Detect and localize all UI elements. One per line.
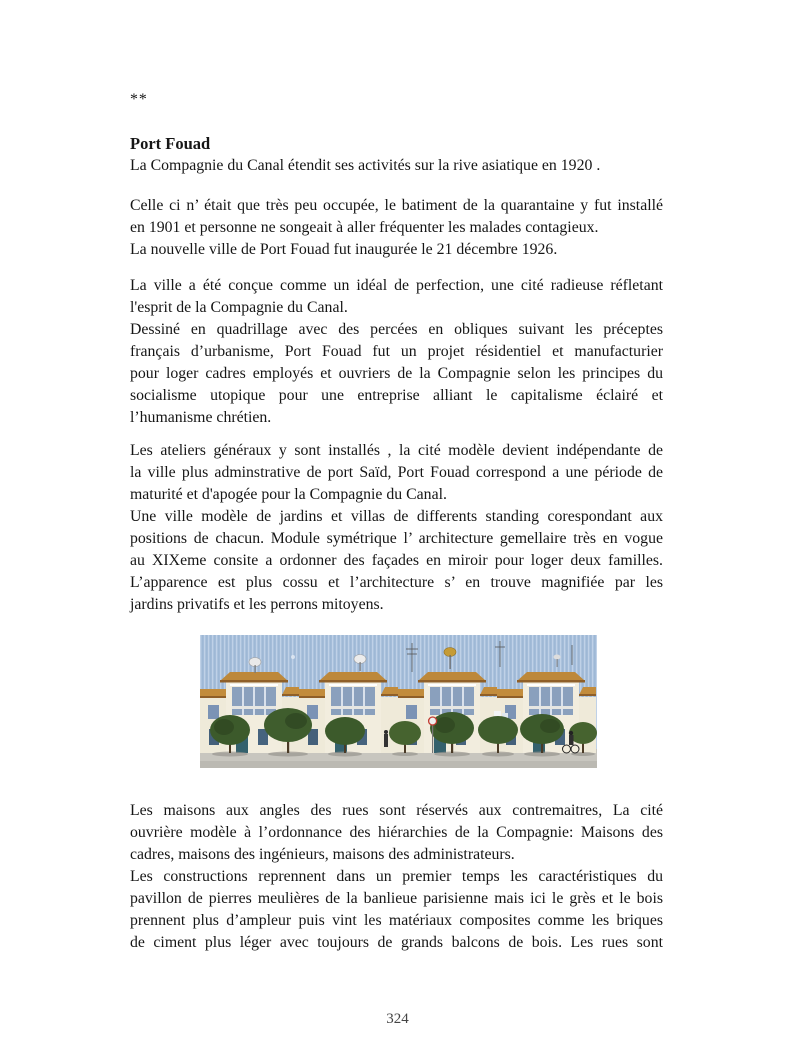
text-line: ouvrière modèle à l’ordonnance des hiérarchies de la Compagnie: Maisons des <box>130 824 663 841</box>
paragraph-cite-radieuse <box>130 275 663 429</box>
houses-photo <box>200 635 597 768</box>
text-line: La nouvelle ville de Port Fouad fut inaugurée le 21 décembre 1926. <box>130 241 558 258</box>
houses-photo-illustration <box>200 635 597 768</box>
text-line: positions de chacun. Module symétrique l’ architecture gemellaire très en vogue <box>130 530 663 547</box>
text-line: La Compagnie du Canal étendit ses activités sur la rive asiatique en 1920 . <box>130 157 601 174</box>
text-line: socialisme utopique pour une entreprise alliant le capitalisme éclairé et <box>130 387 663 404</box>
text-line: français d’urbanisme, Port Fouad fut un projet résidentiel et manufacturier <box>130 343 663 360</box>
text-line: pavillon de pierres meulières de la banlieue parisienne mais ici le grès et le bois <box>130 890 663 907</box>
paragraph-hierarchies <box>130 800 663 954</box>
section-heading: Port Fouad <box>130 134 211 153</box>
paragraph-ateliers <box>130 440 663 616</box>
text-line: maturité et d'apogée pour la Compagnie du Canal. <box>130 486 447 503</box>
text-line: prennent plus d’ampleur puis vint les matériaux composites comme les briques <box>130 912 663 929</box>
text-line: pour loger cadres employés et ouvriers de la Compagnie selon les principes du <box>130 365 663 382</box>
text-line: l'esprit de la Compagnie du Canal. <box>130 299 348 316</box>
text-line: L’apparence est plus cossu et l’architecture s’ en trouve magnifiée par les <box>130 574 663 591</box>
text-line: jardins privatifs et les perrons mitoyens. <box>130 596 384 613</box>
text-line: Celle ci n’ était que très peu occupée, le batiment de la quarantaine y fut installé <box>130 197 663 214</box>
text-line: cadres, maisons des ingénieurs, maisons des administrateurs. <box>130 846 515 863</box>
text-line: Dessiné en quadrillage avec des percées en obliques suivant les préceptes <box>130 321 663 338</box>
text-line: La ville a été conçue comme un idéal de perfection, une cité radieuse réfletant <box>130 277 663 294</box>
text-line: Les ateliers généraux y sont installés , la cité modèle devient indépendante de <box>130 442 663 459</box>
paragraph-quarantine <box>130 195 663 261</box>
text-line: Les maisons aux angles des rues sont réservés aux contremaitres, La cité <box>130 802 663 819</box>
text-line: Une ville modèle de jardins et villas de differents standing corespondant aux <box>130 508 663 525</box>
section-separator-stars: ** <box>130 91 148 108</box>
text-line: au XIXeme consite a ordonner des façades en miroir pour loger deux familles. <box>130 552 663 569</box>
text-line: en 1901 et personne ne songeait à aller fréquenter les malades contagieux. <box>130 219 599 236</box>
text-line: la ville plus adminstrative de port Saïd, Port Fouad correspond a une période de <box>130 464 663 481</box>
page-body <box>130 89 663 954</box>
paragraph-intro <box>130 155 663 177</box>
text-line: l’humanisme chrétien. <box>130 409 272 426</box>
page-number: 324 <box>386 1011 409 1027</box>
text-line: Les constructions reprennent dans un premier temps les caractéristiques du <box>130 868 663 885</box>
photo-pedestrian <box>384 730 388 747</box>
text-line: de ciment plus léger avec toujours de grands balcons de bois. Les rues sont <box>130 934 663 951</box>
